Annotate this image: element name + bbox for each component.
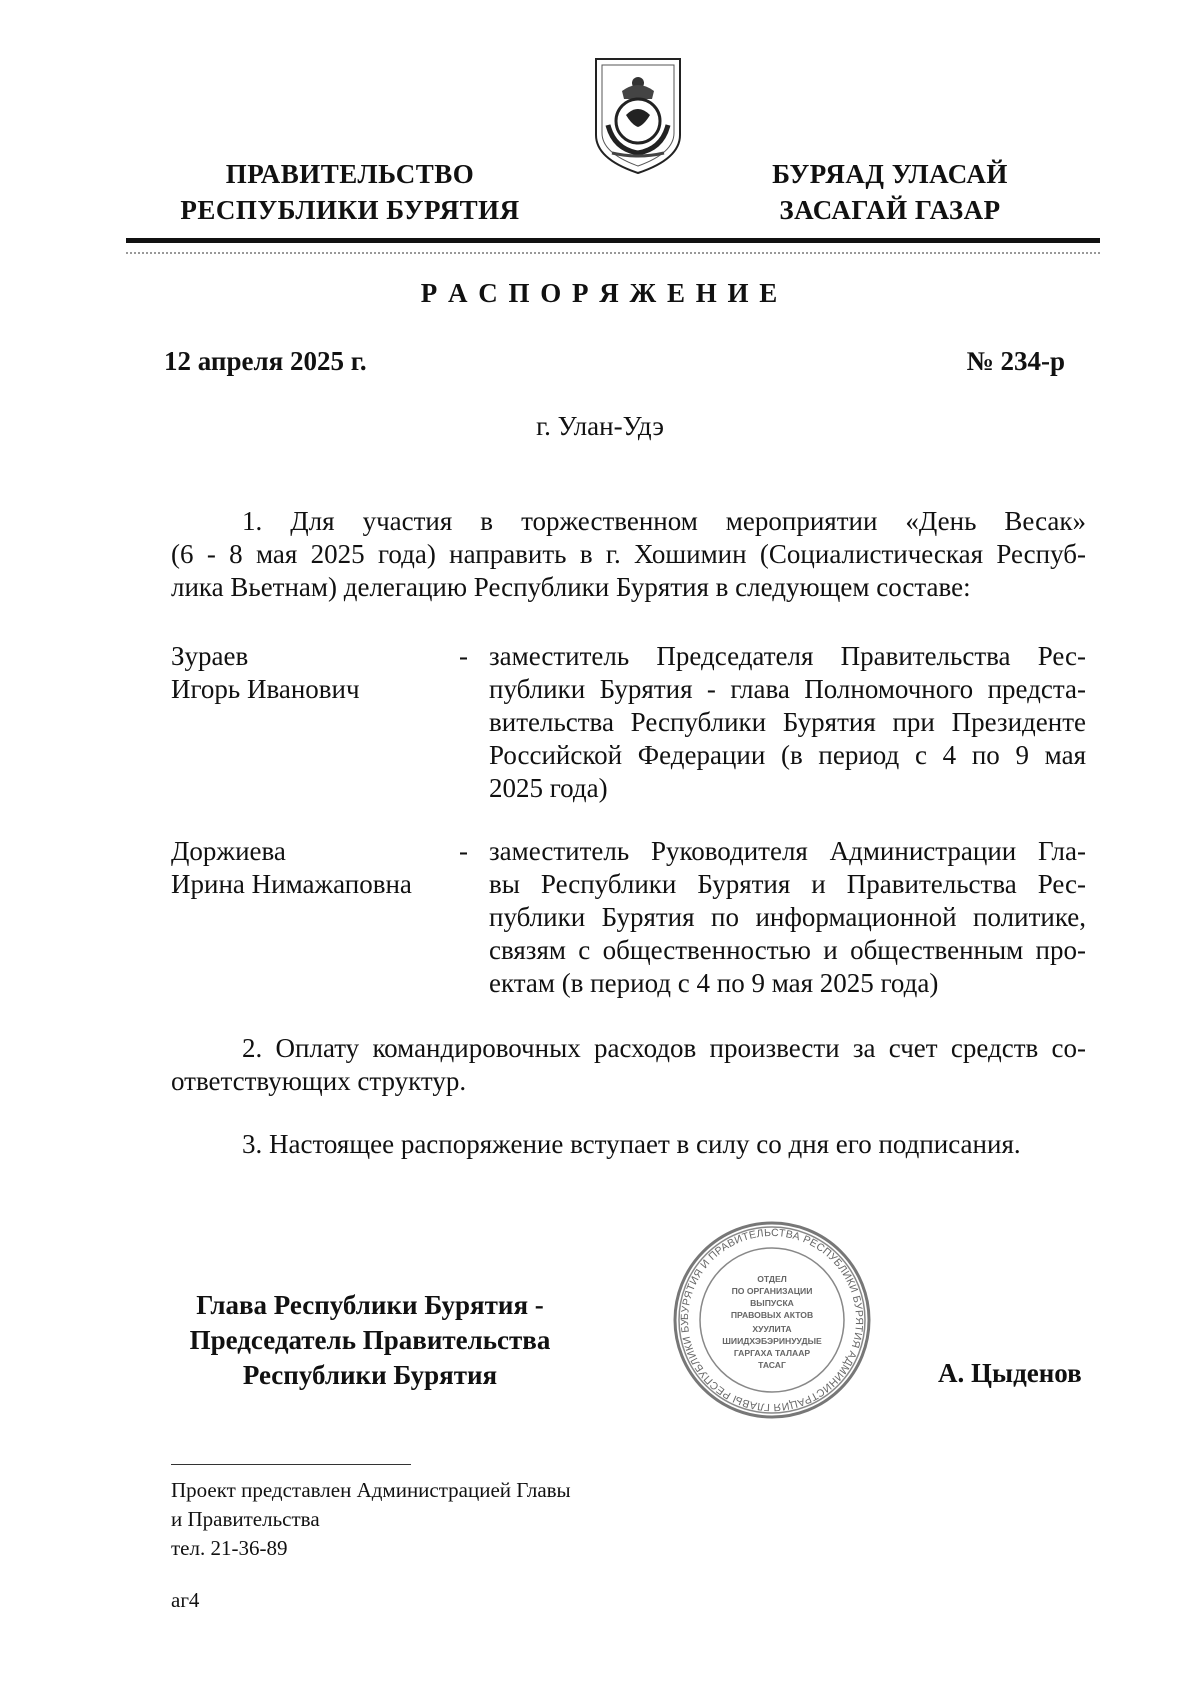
member-row <box>171 835 1086 1005</box>
signatory-title <box>160 1288 580 1393</box>
member-surname: Доржиева <box>171 836 286 866</box>
header-right <box>730 156 1050 228</box>
document-city: г. Улан-Удэ <box>536 411 664 441</box>
stamp-center-line: ПРАВОВЫХ АКТОВ <box>730 1310 814 1320</box>
signatory-name: А. Цыденов <box>938 1358 1082 1388</box>
member-description-line: заместитель Председателя Правительства Рес- <box>489 641 1086 671</box>
member-description-line: Российской Федерации (в период с 4 по 9 мая <box>489 740 1086 770</box>
signatory-line: Глава Республики Бурятия - <box>196 1290 544 1320</box>
stamp-center-line: ТАСАГ <box>758 1360 786 1370</box>
item-2 <box>171 1032 1086 1098</box>
footer-code: аг4 <box>171 1588 200 1612</box>
stamp-center-line: ГАРГАХА ТАЛААР <box>733 1348 811 1358</box>
member-description <box>489 835 1086 1000</box>
document-number: № 234-р <box>966 346 1065 376</box>
item-2-line: 2. Оплату командировочных расходов произвести за счет средств со- <box>242 1033 1086 1063</box>
item-2-line: ответствующих структур. <box>171 1066 467 1096</box>
header-right-line1: БУРЯАД УЛАСАЙ <box>772 159 1008 189</box>
stamp-outer-text: БУРЯТИЯ И ПРАВИТЕЛЬСТВА РЕСПУБЛИКИ БУРЯТИЯ АДМИНИСТРАЦИЯ ГЛАВЫ РЕСПУБЛИКИ БУ <box>678 1226 866 1414</box>
member-description <box>489 640 1086 805</box>
item-1-line: 1. Для участия в торжественном мероприятии «День Весак» <box>242 506 1086 536</box>
coat-of-arms-icon <box>592 55 684 177</box>
stamp-center-line: ВЫПУСКА <box>750 1298 794 1308</box>
item-1-line: (6 - 8 мая 2025 года) направить в г. Хошимин (Социалистическая Респуб- <box>171 539 1086 569</box>
member-description-line: вительства Республики Бурятия при Президенте <box>489 707 1086 737</box>
member-description-line: публики Бурятия по информационной политике, <box>489 902 1086 932</box>
header-left-line2: РЕСПУБЛИКИ БУРЯТИЯ <box>180 195 520 225</box>
member-description-line: заместитель Руководителя Администрации Гла- <box>489 836 1086 866</box>
header-left-line1: ПРАВИТЕЛЬСТВО <box>225 159 475 189</box>
header-right-line2: ЗАСАГАЙ ГАЗАР <box>779 195 1001 225</box>
member-description-line: публики Бурятия - глава Полномочного предста- <box>489 674 1086 704</box>
member-description-line: вы Республики Бурятия и Правительства Рес- <box>489 869 1086 899</box>
item-1-line: лика Вьетнам) делегацию Республики Бурятия в следующем составе: <box>171 572 971 602</box>
official-stamp <box>672 1220 872 1420</box>
member-name: Игорь Иванович <box>171 674 360 704</box>
stamp-center-line: ПО ОРГАНИЗАЦИИ <box>731 1286 813 1296</box>
document-date: 12 апреля 2025 г. <box>164 346 367 376</box>
header-rule-dotted <box>126 252 1100 254</box>
member-dash: - <box>459 641 468 671</box>
signatory-line: Республики Бурятия <box>242 1360 498 1390</box>
item-1 <box>171 505 1086 604</box>
footer-divider <box>171 1464 411 1465</box>
header-rule <box>126 238 1100 243</box>
footer-line: тел. 21-36-89 <box>171 1536 288 1560</box>
footer-note <box>171 1476 571 1563</box>
member-row <box>171 640 1086 810</box>
member-name: Ирина Нимажаповна <box>171 869 412 899</box>
footer-line: Проект представлен Администрацией Главы <box>171 1478 571 1502</box>
document-type: Р А С П О Р Я Ж Е Н И Е <box>420 278 780 308</box>
item-3: 3. Настоящее распоряжение вступает в силу со дня его подписания. <box>242 1129 1021 1159</box>
member-dash: - <box>459 836 468 866</box>
member-description-line: 2025 года) <box>489 773 608 803</box>
stamp-center-line: ОТДЕЛ <box>757 1274 787 1284</box>
member-description-line: ектам (в период с 4 по 9 мая 2025 года) <box>489 968 939 998</box>
signatory-line: Председатель Правительства <box>189 1325 551 1355</box>
stamp-center-line: ШИИДХЭБЭРИНУУДЫЕ <box>722 1336 822 1346</box>
footer-line: и Правительства <box>171 1507 320 1531</box>
header-left <box>150 156 550 228</box>
member-description-line: связям с общественностью и общественным про- <box>489 935 1086 965</box>
stamp-center-line: ХУУЛИТА <box>752 1324 792 1334</box>
member-surname: Зураев <box>171 641 249 671</box>
